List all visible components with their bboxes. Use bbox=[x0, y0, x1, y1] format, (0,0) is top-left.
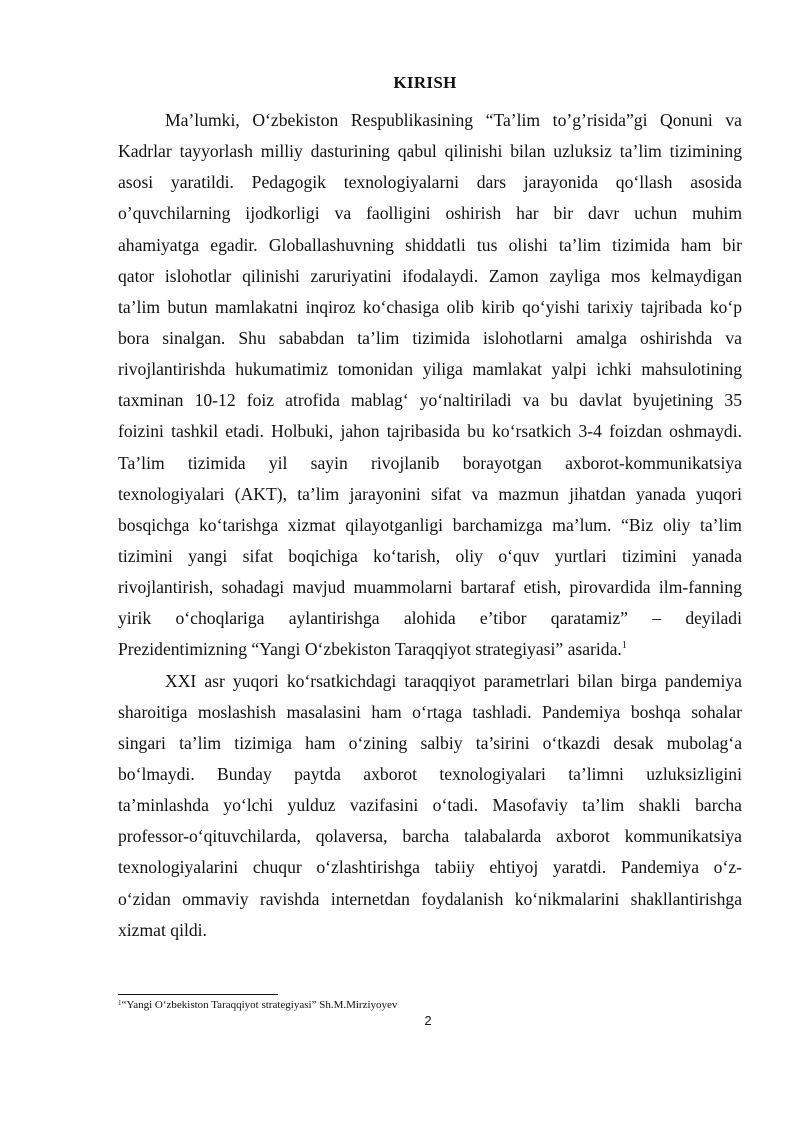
text-line: rivojlantirishda hukumatimiz tomonidan yiliga mamlakat yalpi ichki mahsulotining bbox=[118, 359, 742, 380]
footnote-text: “Yangi O‘zbekiston Taraqqiyot strategiyasi” Sh.M.Mirziyoyev bbox=[121, 999, 398, 1011]
text-line: yirik o‘choqlariga aylantirishga alohida e’tibor qaratamiz” – deyiladi bbox=[118, 608, 742, 629]
text-line: XXI asr yuqori ko‘rsatkichdagi taraqqiyot parametrlari bilan birga pandemiya bbox=[165, 670, 742, 691]
text-line: tizimini yangi sifat boqichiga ko‘tarish, oliy o‘quv yurtlari tizimini yanada bbox=[118, 545, 742, 566]
text-line: Ta’lim tizimida yil sayin rivojlanib borayotgan axborot-kommunikatsiya bbox=[118, 452, 742, 473]
footnote-mark: 1 bbox=[118, 999, 122, 1007]
page-number: 2 bbox=[424, 1013, 432, 1028]
footnote bbox=[118, 999, 397, 1011]
text-line: ta’lim butun mamlakatni inqiroz ko‘chasiga olib kirib qo‘yishi tarixiy tajribada ko‘p bbox=[118, 296, 742, 317]
text-line: Kadrlar tayyorlash milliy dasturining qabul qilinishi bilan uzluksiz ta’lim tizimining bbox=[118, 141, 742, 162]
text-line-content: Prezidentimizning “Yangi O‘zbekiston Taraqqiyot strategiyasi” asarida. bbox=[118, 639, 622, 660]
body-text bbox=[118, 105, 742, 946]
footnote-divider bbox=[118, 994, 278, 995]
text-line: o’quvchilarning ijodkorligi va faolligini oshirish har bir davr uchun muhim bbox=[118, 203, 742, 224]
text-line: ta’minlashda yo‘lchi yulduz vazifasini o‘tadi. Masofaviy ta’lim shakli barcha bbox=[118, 795, 742, 816]
text-line: rivojlantirish, sohadagi mavjud muammolarni bartaraf etish, pirovardida ilm-fanning bbox=[118, 577, 742, 598]
text-line: xizmat qildi. bbox=[118, 919, 207, 940]
text-line: taxminan 10-12 foiz atrofida mablag‘ yo‘naltiriladi va bu davlat byujetining 35 bbox=[118, 390, 742, 411]
text-line: Ma’lumki, O‘zbekiston Respublikasining “Ta’lim to’g’risida”gi Qonuni va bbox=[165, 110, 742, 130]
text-line: bora sinalgan. Shu sababdan ta’lim tizimida islohotlarni amalga oshirishda va bbox=[118, 327, 742, 348]
text-line: bo‘lmaydi. Bunday paytda axborot texnologiyalari ta’limni uzluksizligini bbox=[118, 763, 742, 784]
text-line: asosi yaratildi. Pedagogik texnologiyalarni dars jarayonida qo‘llash asosida bbox=[118, 172, 742, 193]
page-title: KIRISH bbox=[393, 73, 457, 92]
text-line: o‘zidan ommaviy ravishda internetdan foydalanish ko‘nikmalarini shakllantirishga bbox=[118, 888, 742, 909]
text-line bbox=[118, 634, 742, 665]
text-line: professor-o‘qituvchilarda, qolaversa, barcha talabalarda axborot kommunikatsiya bbox=[118, 826, 742, 847]
text-line: ahamiyatga egadir. Globallashuvning shiddatli tus olishi ta’lim tizimida ham bir bbox=[118, 234, 742, 255]
text-line: qator islohotlar qilinishi zaruriyatini ifodalaydi. Zamon zayliga mos kelmaydigan bbox=[118, 265, 742, 286]
text-line: foizini tashkil etadi. Holbuki, jahon tajribasida bu ko‘rsatkich 3-4 foizdan oshmaydi. bbox=[118, 421, 742, 442]
text-line: sharoitiga moslashish masalasini ham o‘rtaga tashladi. Pandemiya boshqa sohalar bbox=[118, 701, 742, 722]
text-line: texnologiyalari (AKT), ta’lim jarayonini sifat va mazmun jihatdan yanada yuqori bbox=[118, 483, 742, 504]
footnote-reference[interactable]: 1 bbox=[621, 640, 627, 652]
text-line: texnologiyalarini chuqur o‘zlashtirishga tabiiy ehtiyoj yaratdi. Pandemiya o‘z- bbox=[118, 857, 742, 878]
text-line: singari ta’lim tizimiga ham o‘zining salbiy ta’sirini o‘tkazdi desak mubolag‘a bbox=[118, 732, 742, 753]
text-line: bosqichga ko‘tarishga xizmat qilayotganligi barchamizga ma’lum. “Biz oliy ta’lim bbox=[118, 514, 742, 535]
